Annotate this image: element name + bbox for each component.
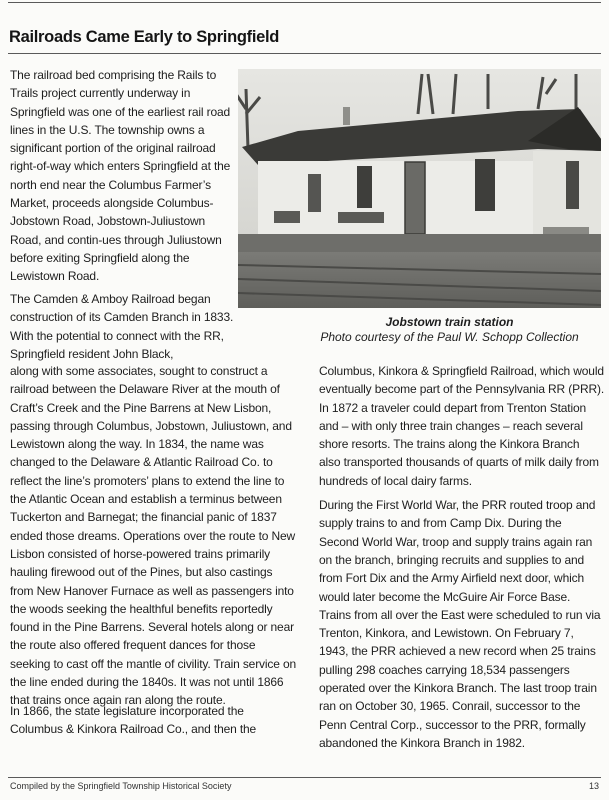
paragraph-world-wars: During the First World War, the PRR routed troop and supply trains to and from Camp Dix. During the Second World War, troop and supply trains again ran on the branch, bringing recruits and supplies to and from Fort Dix and the Army Airfield next door, which would later become the McGuire Air Force Base. Trains from all over the East were scheduled to run via Trenton, Kinkora, and Lewistown. On February 7, 1943, the PRR achieved a new record when 25 trains pulling 298 coaches carrying 18,534 passengers operated over the Kinkora Branch. The last troop train ran on October 30, 1965. Conrail, successor to the Penn Central Corp., successor to the PRR, formally abandoned the Kinkora Branch in 1982. [319, 498, 601, 750]
footer-credit: Compiled by the Springfield Township Historical Society [10, 781, 232, 791]
page-title: Railroads Came Early to Springfield [9, 28, 280, 46]
caption-title: Jobstown train station [385, 315, 514, 329]
top-rule [8, 2, 601, 3]
paragraph-camden-amboy: The Camden & Amboy Railroad began construction of its Camden Branch in 1833. With the potential to connect with the RR, Springfield resident John Black, [10, 292, 234, 361]
caption-credit: Photo courtesy of the Paul W. Schopp Collection [320, 330, 579, 344]
paragraph-intro: The railroad bed comprising the Rails to Trails project currently underway in Springfield was one of the earliest rail road lines in the U.S. The township owns a significant portion of the original railroad right-of-way which enters Springfield at the north end near the Columbus Farmer’s Market, proceeds alongside Columbus-Jobstown Road, Jobstown-Juliustown Road, and contin-ues through Juliustown before exiting Springfield along the Lewistown Road. [10, 68, 231, 284]
paragraph-1866: In 1866, the state legislature incorporated the Columbus & Kinkora Railroad Co., and then the [10, 704, 257, 737]
title-rule [8, 53, 601, 54]
left-column-wide [10, 362, 298, 710]
right-column [319, 362, 604, 752]
station-photo [238, 69, 601, 308]
footer-rule [8, 777, 601, 778]
left-column-narrow [10, 290, 238, 363]
paragraph-delaware-atlantic: along with some associates, sought to construct a railroad between the Delaware River at the mouth of Craft’s Creek and the Pine Barrens at New Lisbon, passing through Columbus, Jobstown, Juliustown, and Lewistown along the way. In 1834, the name was changed to the Delaware & Atlantic Railroad Co. to reflect the line’s promoters’ plans to extend the line to the Atlantic Ocean and establish a terminus between Tuckerton and Barnegat; the financial panic of 1837 ended those dreams. Operations over the route to New Lisbon consisted of horse-powered trains primarily hauling firewood out of the Pines, but also castings from New Hanover Furnace as well as passengers into the woods seeking the healthful benefits reportedly found in the Pine Barrens. Several hotels along or near the route also offered frequent dances for those seeking to cast off the mantle of civility. Train service on the line ended during the 1840s. It was not until 1866 that trains once again ran along the route. [10, 364, 297, 708]
left-column-bottom [10, 702, 298, 739]
left-column-top [10, 66, 235, 286]
paragraph-ck-springfield: Columbus, Kinkora & Springfield Railroad, which would eventually become part of the Pennsylvania RR (PRR). In 1872 a traveler could depart from Trenton Station and – with only three train changes – reach several shore resorts. The trains along the Kinkora Branch also transported thousands of quarts of milk daily from hundreds of local dairy farms. [319, 364, 605, 488]
page-number: 13 [588, 781, 599, 791]
station-photo-illustration [238, 69, 601, 308]
photo-caption [290, 315, 609, 345]
